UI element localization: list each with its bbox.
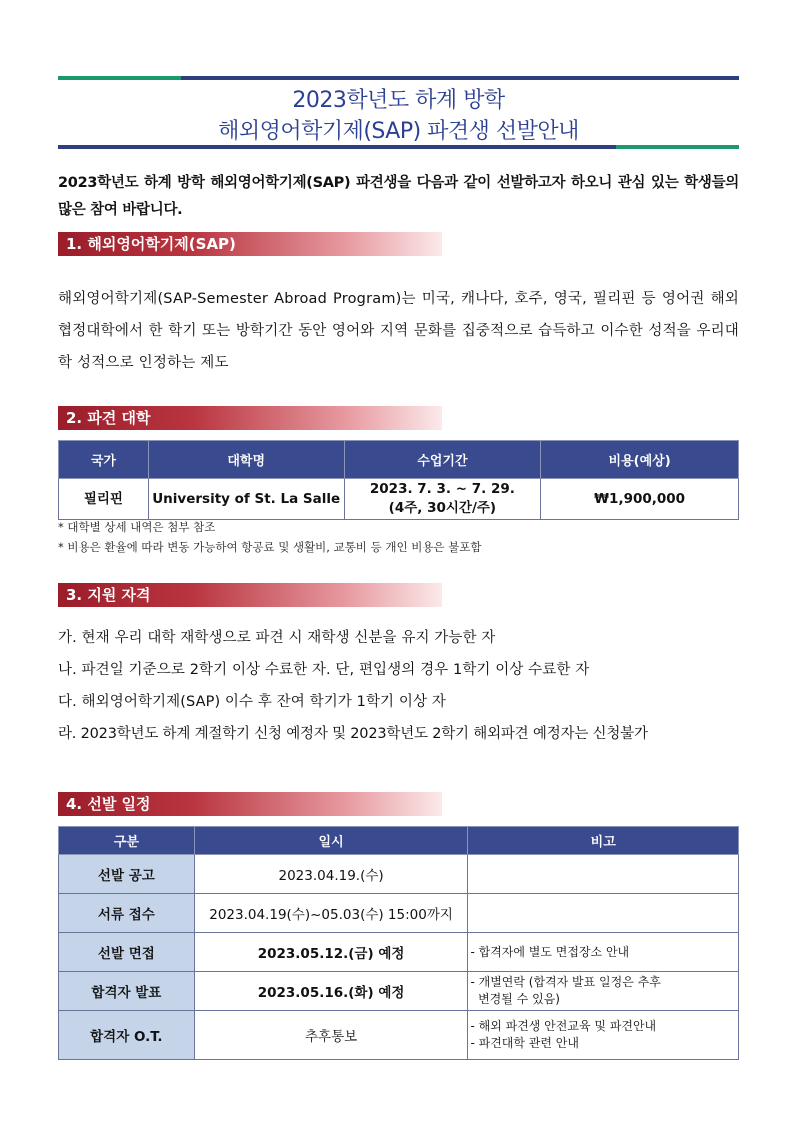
cell-remarks: [468, 933, 739, 972]
table-row: [59, 855, 739, 894]
remark-line: - 합격자에 별도 면접장소 안내: [470, 944, 630, 959]
cell-remarks: [468, 855, 739, 894]
list-item: 가. 현재 우리 대학 재학생으로 파견 시 재학생 신분을 유지 가능한 자: [58, 630, 496, 646]
university-table: [58, 440, 739, 520]
cell-remarks: [468, 972, 739, 1011]
remark-line: - 해외 파견생 안전교육 및 파견안내: [470, 1019, 657, 1033]
list-item: 나. 파견일 기준으로 2학기 이상 수료한 자. 단, 편입생의 경우 1학기 이상 수료한 자: [58, 662, 590, 678]
col-header-cost: 비용(예상): [541, 441, 739, 479]
list-item: 다. 해외영어학기제(SAP) 이수 후 잔여 학기가 1학기 이상 자: [58, 694, 446, 710]
page-title-line1: 2023학년도 하계 방학: [292, 88, 505, 113]
remark-line: - 개별연락 (합격자 발표 일정은 추후: [470, 975, 661, 989]
title-top-rule: [58, 76, 739, 80]
cell-date: 2023.04.19(수)~05.03(수) 15:00까지: [194, 894, 468, 933]
eligibility-list: [58, 622, 758, 750]
period-dates: 2023. 7. 3. ~ 7. 29.: [369, 481, 515, 497]
page-title-line2: 해외영어학기제(SAP) 파견생 선발안내: [218, 119, 579, 144]
cell-category: 합격자 발표: [59, 972, 195, 1011]
remark-line: - 파견대학 관련 안내: [470, 1036, 579, 1050]
title-rule-navy: [181, 76, 739, 80]
intro-paragraph: 2023학년도 하계 방학 해외영어학기제(SAP) 파견생을 다음과 같이 선발하고자 하오니 관심 있는 학생들의 많은 참여 바랍니다.: [58, 175, 739, 218]
cell-remarks: [468, 1011, 739, 1060]
title-bottom-rule: [58, 145, 739, 149]
cell-date: 2023.05.12.(금) 예정: [194, 933, 468, 972]
table-header-row: [59, 441, 739, 479]
table-row: [59, 972, 739, 1011]
section-heading-sap: 1. 해외영어학기제(SAP): [58, 232, 442, 256]
cell-category: 합격자 O.T.: [59, 1011, 195, 1060]
col-header-category: 구분: [59, 827, 195, 855]
section-heading-eligibility: 3. 지원 자격: [58, 583, 442, 607]
col-header-university: 대학명: [148, 441, 344, 479]
period-hours: (4주, 30시간/주): [388, 500, 497, 516]
cell-category: 선발 면접: [59, 933, 195, 972]
cell-university: University of St. La Salle: [148, 479, 344, 520]
cell-country: 필리핀: [59, 479, 149, 520]
cell-cost: ₩1,900,000: [541, 479, 739, 520]
cell-period: [344, 479, 541, 520]
table-header-row: [59, 827, 739, 855]
section-heading-schedule: 4. 선발 일정: [58, 792, 442, 816]
col-header-country: 국가: [59, 441, 149, 479]
table-row: [59, 479, 739, 520]
title-rule-green: [58, 76, 181, 80]
table-row: [59, 894, 739, 933]
col-header-period: 수업기간: [344, 441, 541, 479]
section-heading-university: 2. 파견 대학: [58, 406, 442, 430]
col-header-date: 일시: [194, 827, 468, 855]
list-item: 라. 2023학년도 하계 계절학기 신청 예정자 및 2023학년도 2학기 해외파견 예정자는 신청불가: [58, 726, 648, 742]
title-rule-green: [616, 145, 739, 149]
table-row: [59, 1011, 739, 1060]
cell-date: 2023.04.19.(수): [194, 855, 468, 894]
cell-category: 선발 공고: [59, 855, 195, 894]
table-row: [59, 933, 739, 972]
note-item: * 비용은 환율에 따라 변동 가능하여 항공료 및 생활비, 교통비 등 개인 비용은 불포함: [58, 540, 482, 554]
col-header-remarks: 비고: [468, 827, 739, 855]
cell-category: 서류 접수: [59, 894, 195, 933]
cell-date: 추후통보: [194, 1011, 468, 1060]
remark-line: 변경될 수 있음): [470, 992, 560, 1006]
note-item: * 대학별 상세 내역은 첨부 참조: [58, 520, 216, 534]
university-notes: [58, 517, 739, 557]
sap-description: 해외영어학기제(SAP-Semester Abroad Program)는 미국, 캐나다, 호주, 영국, 필리핀 등 영어권 해외 협정대학에서 한 학기 또는 방학기간 동안 영어와 지역 문화를 집중적으로 습득하고 이수한 성적을 우리대학 성적으로 인정하는 제도: [58, 291, 739, 371]
cell-remarks: [468, 894, 739, 933]
title-rule-navy: [58, 145, 616, 149]
schedule-table: [58, 826, 739, 1060]
cell-date: 2023.05.16.(화) 예정: [194, 972, 468, 1011]
